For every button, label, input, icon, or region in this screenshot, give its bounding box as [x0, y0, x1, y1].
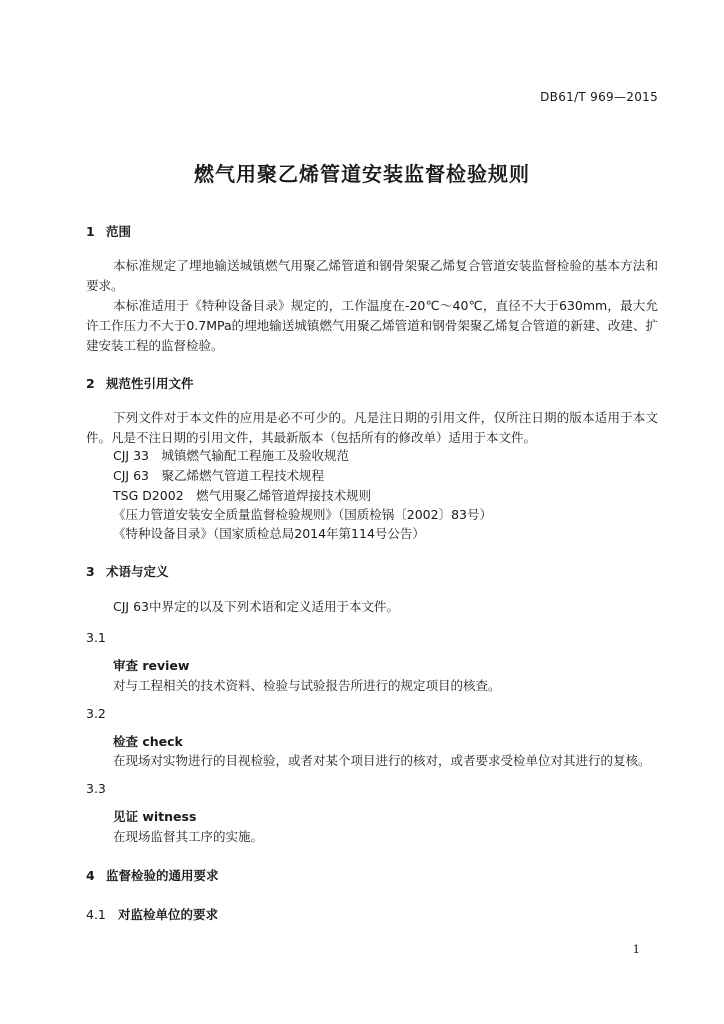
section-number: 4 [86, 868, 95, 883]
reference-item: 《压力管道安装安全质量监督检验规则》（国质检锅〔2002〕83号） [113, 507, 492, 522]
term-name: 见证 witness [113, 809, 197, 824]
subsection-4-1-heading [86, 905, 218, 923]
section-2-heading [86, 374, 194, 392]
section-number: 3 [86, 564, 95, 579]
section-4-heading [86, 866, 219, 884]
section-1-paragraph-1: 本标准规定了埋地输送城镇燃气用聚乙烯管道和钢骨架聚乙烯复合管道安装监督检验的基本方法和要求。 [86, 258, 658, 293]
section-number: 2 [86, 376, 95, 391]
section-1-heading [86, 222, 131, 240]
section-title: 术语与定义 [106, 564, 169, 579]
term-number: 3.2 [86, 706, 106, 721]
page-number: 1 [632, 942, 640, 956]
term-name: 检查 check [113, 734, 183, 749]
subsection-number: 4.1 [86, 907, 106, 922]
term-definition: 在现场监督其工序的实施。 [113, 829, 264, 844]
section-title: 规范性引用文件 [106, 376, 194, 391]
section-2-paragraph: 下列文件对于本文件的应用是必不可少的。凡是注日期的引用文件，仅所注日期的版本适用于本文件。凡是不注日期的引用文件，其最新版本（包括所有的修改单）适用于本文件。 [86, 410, 658, 445]
term-definition: 在现场对实物进行的目视检验，或者对某个项目进行的核对，或者要求受检单位对其进行的复核。 [113, 753, 651, 768]
standard-code: DB61/T 969—2015 [540, 90, 658, 104]
reference-item: 《特种设备目录》（国家质检总局2014年第114号公告） [113, 526, 425, 541]
term-number: 3.1 [86, 630, 106, 645]
section-3-paragraph: CJJ 63中界定的以及下列术语和定义适用于本文件。 [113, 599, 399, 614]
term-definition: 对与工程相关的技术资料、检验与试验报告所进行的规定项目的核查。 [113, 678, 501, 693]
term-number: 3.3 [86, 781, 106, 796]
subsection-title: 对监检单位的要求 [118, 907, 219, 922]
section-number: 1 [86, 224, 95, 239]
term-name: 审查 review [113, 658, 190, 673]
section-title: 监督检验的通用要求 [106, 868, 219, 883]
section-title: 范围 [106, 224, 132, 239]
reference-item: CJJ 63 聚乙烯燃气管道工程技术规程 [113, 468, 324, 483]
document-title: 燃气用聚乙烯管道安装监督检验规则 [194, 162, 530, 186]
reference-item: CJJ 33 城镇燃气输配工程施工及验收规范 [113, 448, 349, 463]
section-1-paragraph-2: 本标准适用于《特种设备目录》规定的，工作温度在-20℃～40℃，直径不大于630mm，最大允许工作压力不大于0.7MPa的埋地输送城镇燃气用聚乙烯管道和钢骨架聚乙烯复合管道的新建、改建、扩建安装工程的监督检验。 [86, 298, 658, 353]
reference-item: TSG D2002 燃气用聚乙烯管道焊接技术规则 [113, 488, 372, 503]
section-3-heading [86, 562, 169, 580]
